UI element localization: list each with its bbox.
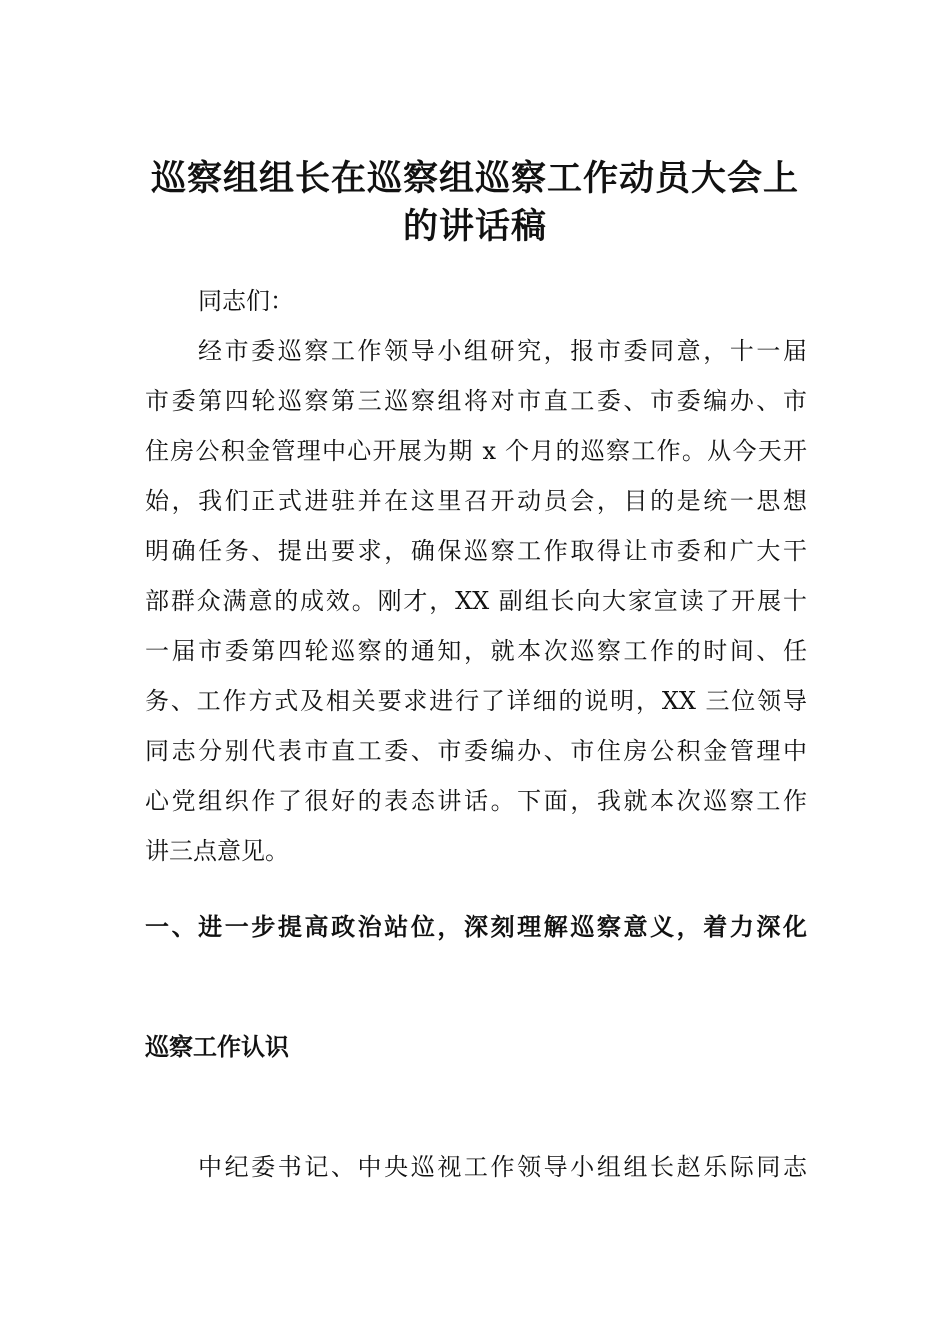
paragraph-line: 部群众满意的成效。刚才，XX 副组长向大家宣读了开展十 (145, 587, 807, 615)
paragraph-line: 明确任务、提出要求，确保巡察工作取得让市委和广大干 (145, 537, 807, 565)
document-title-line-2: 的讲话稿 (402, 207, 547, 247)
paragraph-line: 中纪委书记、中央巡视工作领导小组组长赵乐际同志 (198, 1153, 807, 1181)
paragraph-line: 住房公积金管理中心开展为期 x 个月的巡察工作。从今天开 (145, 437, 807, 465)
paragraph-line: 务、工作方式及相关要求进行了详细的说明，XX 三位领导 (145, 687, 807, 715)
paragraph-line: 经市委巡察工作领导小组研究，报市委同意，十一届 (198, 337, 807, 365)
paragraph-line: 始，我们正式进驻并在这里召开动员会，目的是统一思想 (145, 487, 807, 515)
salutation: 同志们： (198, 287, 294, 315)
document-title-line-1: 巡察组组长在巡察组巡察工作动员大会上 (150, 159, 799, 199)
section-heading-line-1: 一、进一步提高政治站位，深刻理解巡察意义，着力深化 (145, 913, 807, 941)
paragraph-line: 一届市委第四轮巡察的通知，就本次巡察工作的时间、任 (145, 637, 807, 665)
paragraph-line: 同志分别代表市直工委、市委编办、市住房公积金管理中 (145, 737, 807, 765)
paragraph-line: 市委第四轮巡察第三巡察组将对市直工委、市委编办、市 (145, 387, 807, 415)
section-heading-line-2: 巡察工作认识 (145, 1033, 289, 1061)
paragraph-line: 心党组织作了很好的表态讲话。下面，我就本次巡察工作 (145, 787, 807, 815)
paragraph-line: 讲三点意见。 (145, 837, 289, 865)
